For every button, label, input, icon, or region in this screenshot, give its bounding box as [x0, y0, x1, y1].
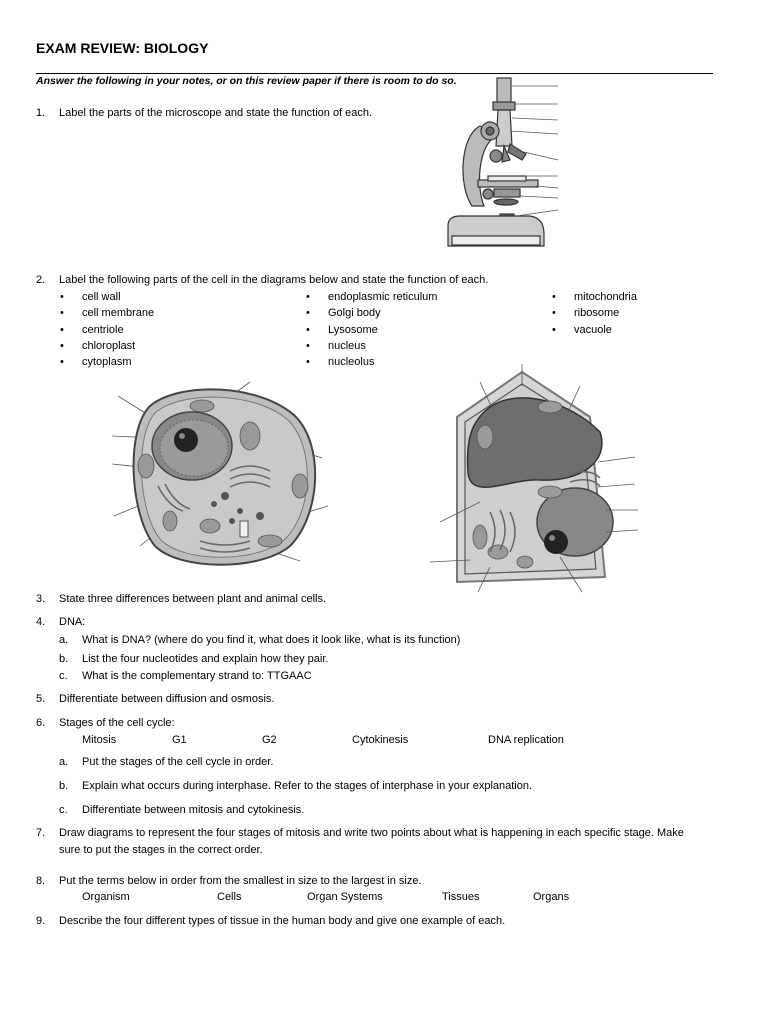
size-term-organs: Organs — [533, 891, 570, 903]
term-lysosome: • Lysosome — [328, 324, 378, 336]
q5-number: 5. — [36, 693, 46, 705]
cycle-term-cytokinesis: Cytokinesis — [352, 734, 409, 746]
term-mitochondria: • mitochondria — [574, 291, 637, 303]
cycle-term-g2: G2 — [262, 734, 277, 746]
microscope-diagram — [440, 76, 565, 256]
q6b-letter: b. — [59, 780, 69, 792]
term-cytoplasm: • cytoplasm — [82, 356, 132, 368]
q2-text: Label the following parts of the cell in the diagrams below and state the function of each. — [59, 274, 489, 286]
q3-text: State three differences between plant and animal cells. — [59, 593, 327, 605]
plant-cell-diagram — [430, 362, 642, 594]
q6-text: Stages of the cell cycle: — [59, 717, 175, 729]
q6-number: 6. — [36, 717, 46, 729]
q4b-text: List the four nucleotides and explain how they pair. — [82, 653, 329, 665]
term-endoplasmic-reticulum: • endoplasmic reticulum — [328, 291, 437, 303]
q6c-text: Differentiate between mitosis and cytokinesis. — [82, 804, 305, 816]
size-term-organism: Organism — [82, 891, 130, 903]
title-rule — [36, 73, 713, 74]
q1-number: 1. — [36, 107, 46, 119]
term-cell-membrane: • cell membrane — [82, 307, 154, 319]
cycle-term-g1: G1 — [172, 734, 187, 746]
term-nucleolus: • nucleolus — [328, 356, 374, 368]
cycle-term-mitosis: Mitosis — [82, 734, 117, 746]
cycle-term-dna-replication: DNA replication — [488, 734, 564, 746]
q8-number: 8. — [36, 875, 46, 887]
q2-number: 2. — [36, 274, 46, 286]
term-centriole: • centriole — [82, 324, 124, 336]
q7-text-line2: sure to put the stages in the correct order. — [59, 844, 263, 856]
q4a-letter: a. — [59, 634, 69, 646]
q6b-text: Explain what occurs during interphase. Refer to the stages of interphase in your explanation. — [82, 780, 533, 792]
q1-text: Label the parts of the microscope and state the function of each. — [59, 107, 373, 119]
q6c-letter: c. — [59, 804, 68, 816]
size-term-organ-systems: Organ Systems — [307, 891, 383, 903]
q9-text: Describe the four different types of tissue in the human body and give one example of each. — [59, 915, 506, 927]
q4-number: 4. — [36, 616, 46, 628]
term-golgi-body: • Golgi body — [328, 307, 381, 319]
q4b-letter: b. — [59, 653, 69, 665]
animal-cell-diagram — [110, 376, 335, 576]
term-nucleus: • nucleus — [328, 340, 366, 352]
q7-number: 7. — [36, 827, 46, 839]
q4c-text: What is the complementary strand to: TTGAAC — [82, 670, 312, 682]
q6a-letter: a. — [59, 756, 69, 768]
q5-text: Differentiate between diffusion and osmosis. — [59, 693, 275, 705]
q9-number: 9. — [36, 915, 46, 927]
page-title: EXAM REVIEW: BIOLOGY — [36, 40, 209, 56]
q4a-text: What is DNA? (where do you find it, what does it look like, what is its function) — [82, 634, 461, 646]
term-chloroplast: • chloroplast — [82, 340, 135, 352]
q4c-letter: c. — [59, 670, 68, 682]
size-term-cells: Cells — [217, 891, 242, 903]
instructions: Answer the following in your notes, or on this review paper if there is room to do so. — [36, 75, 457, 87]
term-vacuole: • vacuole — [574, 324, 612, 336]
q3-number: 3. — [36, 593, 46, 605]
term-cell-wall: • cell wall — [82, 291, 121, 303]
q8-text: Put the terms below in order from the smallest in size to the largest in size. — [59, 875, 422, 887]
size-term-tissues: Tissues — [442, 891, 480, 903]
term-ribosome: • ribosome — [574, 307, 619, 319]
q6a-text: Put the stages of the cell cycle in order. — [82, 756, 274, 768]
q7-text-line1: Draw diagrams to represent the four stages of mitosis and write two points about what is happening in each specific stage. Make — [59, 827, 684, 839]
q4-text: DNA: — [59, 616, 86, 628]
